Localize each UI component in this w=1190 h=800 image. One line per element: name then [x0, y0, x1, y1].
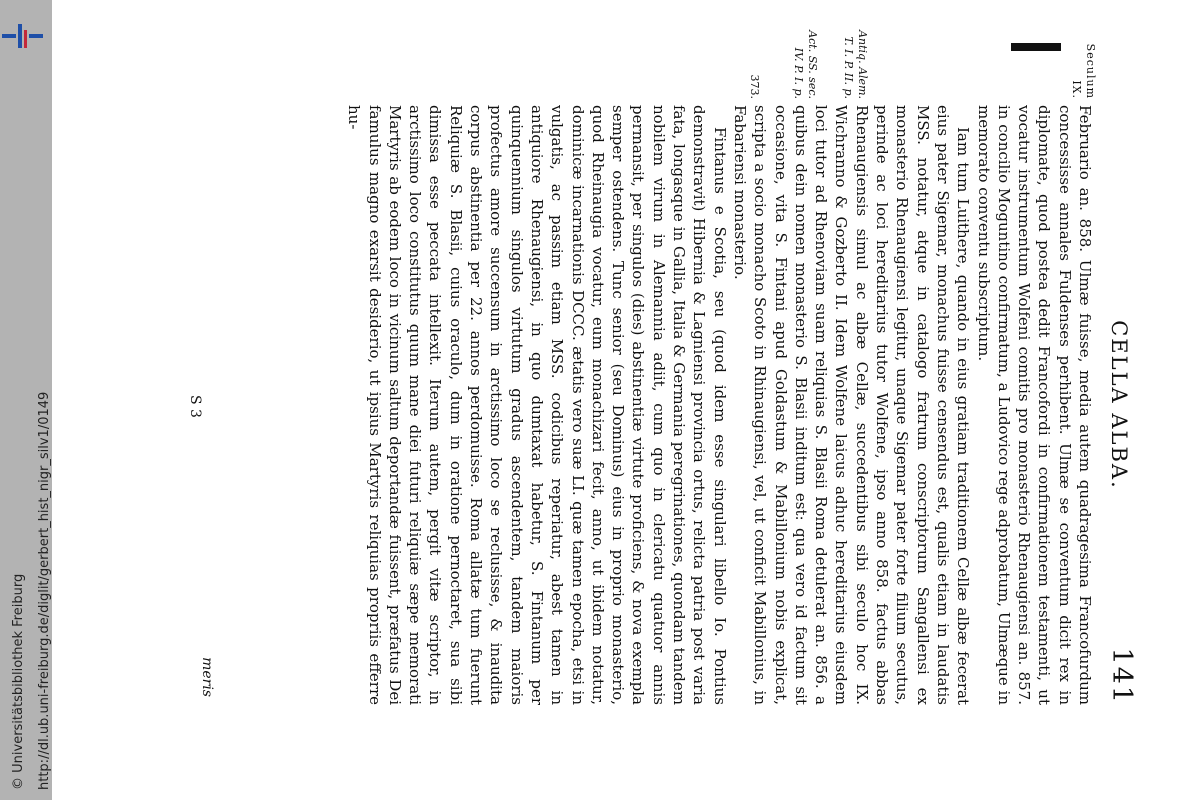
- running-title: CELLA ALBA.: [1107, 320, 1131, 490]
- page-header: [1097, 105, 1137, 705]
- copyright-notice: © Universitätsbibliothek Freiburg: [11, 573, 26, 790]
- margin-note-century: Seculum IX.: [1070, 43, 1097, 99]
- signature-mark: S 3: [187, 395, 203, 418]
- page-number: 141: [1106, 647, 1137, 705]
- body-text: [344, 105, 1095, 705]
- viewer-sidebar: [0, 0, 52, 800]
- paragraph-3: Fintanus e Scotia, seu (quod idem esse singulari libello Io. Pontius demonstravit) Hibernia & Lagniensi provincia ortus, relicta patria post varia fata, longasque in Gallia, Italia & Germania peregrinationes, quondam tandem nobilem virum in Alemannia adiit, cum quo in clericatu quatuor annis permansit, per singulos (dies) abstinentiæ virtute proficiens, & nova exempla semper ostendens. Tunc senior (seu Dominus) eius in proprio monasterio, quod Rheinaugia vocatur, eum monachizari fecit, anno, ut ibidem notatur, dominicæ incarnationis DCCC. ætatis vero suæ LI. quæ tamen epocha, etsi in vulgatis, ac passim etiam MSS. codicibus reperiatur, abest tamen in antiquiore Rhenaugiensi, in quo dumtaxat habetur, S. Fintanum per quinquennium singulos virtutum gradus ascendentem, tandem maioris profectus amore succensum in arctissimo loco se reclusisse, & inaudita corpus abstinentia per 22. annos perdomuisse. Roma allatæ tum fuerunt Reliquiæ S. Blasii, cuius oraculo, dum in oratione pernoctaret, sua sibi dimissa esse peccata intellexit. Iterum autem, pergit vitæ scriptor, in arctissimo loco constitutus quum mane diei futuri reliquiæ sæpe memorati Martyris ab eodem loco in vicinum saltum deportandæ fuissent, præfatus Dei famulus magno exarsit desiderio, ut ipsius Martyris reliquias propriis efferre hu-: [345, 105, 729, 705]
- page-content: [57, 30, 1137, 705]
- margin-note-antiq: Antiq. Alem. T. I. P. II. p.: [842, 30, 869, 99]
- catchword: meris: [199, 657, 215, 697]
- paragraph-1: Februario an. 858. Ulmæ fuisse, media autem quadragesima Francofurdum concessisse annales Fuldenses perhibent. Ulmæ se conventum dicit rex in diplomate, quod postea dedit Francofordi in confirmationem testamenti, ut vocatur instrumentum Wolfeni comitis pro monasterio Rhenaugiensi an. 857. in concilio Moguntino confirmatum, a Ludovico rege adprobatum, Ulmæque in memorato conventu subscriptum.: [974, 105, 1094, 705]
- margin-note-page: 373.: [748, 74, 761, 99]
- margin-ink-mark: [1011, 43, 1061, 51]
- document-url[interactable]: http://dl.ub.uni-freiburg.de/diglit/gerbert_hist_nigr_silv1/0149: [37, 391, 52, 790]
- margin-note-acta: Act. SS. sec. IV. P. I. p.: [792, 30, 819, 99]
- page-scan: [52, 0, 1190, 800]
- paragraph-2: Iam tum Luithere, quando in eius gratiam traditionem Cellæ albæ fecerat eius pater Sigemar, monachus fuisse censendus est, qualis etiam in laudatis MSS. notatur, atque in catalogo fratrum conscriptorum Sangallensi ex monasterio Rhenaugiensi legitur, unaque Sigemar pater forte filium secutus, perinde ac loci hereditarius tutor Wolfene, ipso anno 858. factus abbas Rhenaugiensis simul ac albæ Cellæ, succedentibus sibi seculo hoc IX. Wichranno & Gozberto II. Idem Wolfene laicus adhuc hereditarius eiusdem loci tutor ad Rhenoviam suam reliquias S. Blasii Roma detulerat an. 856. a quibus dein nomen monasterio S. Blasii inditum est: qua vero id factum sit occasione, vita S. Fintani apud Goldastum & Mabillonium nobis explicat, scripta a socio monacho Scoto in Rhinaugiensi, vel, ut conficit Mabillonius, in Fabariensi monasterio.: [730, 105, 973, 705]
